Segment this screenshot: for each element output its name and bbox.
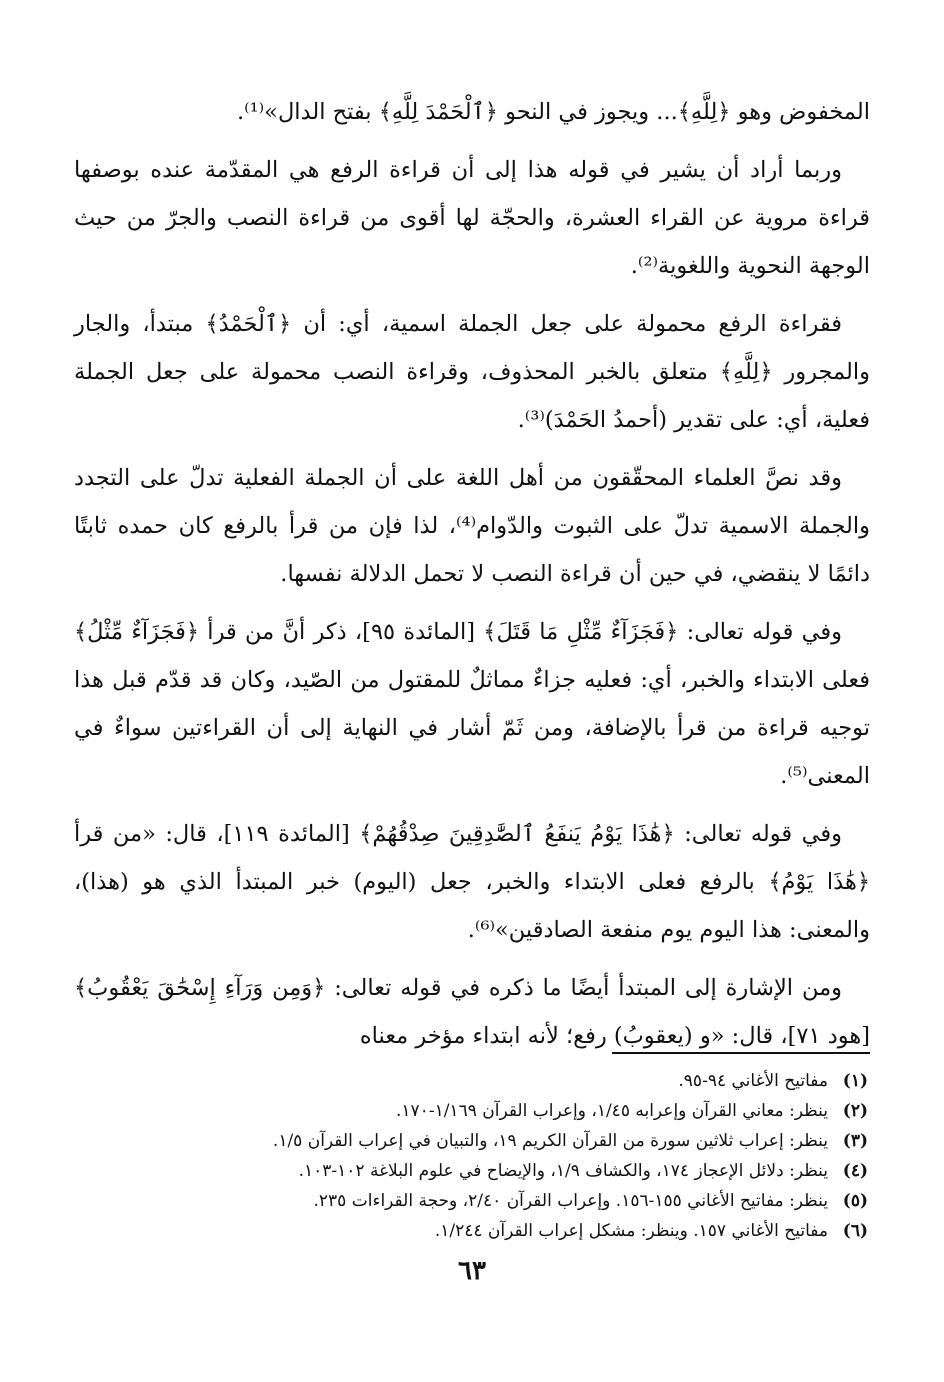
footnote-text: ينظر: مفاتيح الأغاني ١٥٥-١٥٦. وإعراب القرآن ٢/٤٠، وحجة القراءات ٢٣٥. xyxy=(313,1191,828,1211)
main-text xyxy=(74,88,870,1070)
footnote-item xyxy=(74,1186,868,1216)
paragraph-nominal-sentence: فقراءة الرفع محمولة على جعل الجملة اسمية، أي: أن ﴿ٱلْحَمْدُ﴾ مبتدأ، والجار والمجرور ﴿لِلَّهِ﴾ متعلق بالخبر المحذوف، وقراءة النصب محمولة على جعل الجملة فعلية، أي: على تقدير (أحمدُ الحَمْدَ)⁽³⁾. xyxy=(74,311,870,433)
paragraph-almaida-95: وفي قوله تعالى: ﴿فَجَزَآءٌ مِّثْلِ مَا قَتَلَ﴾ [المائدة ٩٥]، ذكر أنَّ من قرأ ﴿فَجَزَآءٌ مِّثْلُ﴾ فعلى الابتداء والخبر، أي: فعليه جزاءٌ مماثلٌ للمقتول من الصّيد، وكان قد قدّم قبل هذا توجيه قراءة من قرأ بالإضافة، ومن ثَمّ أشار في النهاية إلى أن القراءتين سواءٌ في المعنى⁽⁵⁾. xyxy=(74,619,870,789)
footnote-item xyxy=(74,1216,868,1246)
footnote-number: (٢) xyxy=(842,1101,868,1121)
paragraph-raf-reading-preference: وربما أراد أن يشير في قوله هذا إلى أن قراءة الرفع هي المقدّمة عنده بوصفها قراءة مروية عن القراء العشرة، والحجّة لها أقوى من قراءة النصب والجرّ من حيث الوجهة النحوية واللغوية⁽²⁾. xyxy=(74,157,870,279)
footnote-item xyxy=(74,1096,868,1126)
footnote-text: مفاتيح الأغاني ١٥٧. وينظر: مشكل إعراب القرآن ١/٢٤٤. xyxy=(434,1221,828,1241)
page-number: ٦٣ xyxy=(458,1256,486,1286)
footnote-number: (٦) xyxy=(842,1221,868,1241)
footnotes xyxy=(74,1066,868,1246)
footnote-separator xyxy=(612,1052,870,1054)
paragraph-almaida-119: وفي قوله تعالى: ﴿هَٰذَا يَوْمُ يَنفَعُ ٱلصَّٰدِقِينَ صِدْقُهُمْ﴾ [المائدة ١١٩]، قال: «من قرأ ﴿هَٰذَا يَوْمُ﴾ بالرفع فعلى الابتداء والخبر، جعل (اليوم) خبر المبتدأ الذي هو (هذا)، والمعنى: هذا اليوم يوم منفعة الصادقين»⁽⁶⁾. xyxy=(74,821,870,943)
footnote-text: ينظر: معاني القرآن وإعرابه ١/٤٥، وإعراب القرآن ١/١٦٩-١٧٠. xyxy=(396,1101,828,1121)
footnote-number: (٥) xyxy=(842,1191,868,1211)
footnote-item xyxy=(74,1156,868,1186)
footnote-number: (٤) xyxy=(842,1161,868,1181)
footnote-text: ينظر: دلائل الإعجاز ١٧٤، والكشاف ١/٩، والإيضاح في علوم البلاغة ١٠٢-١٠٣. xyxy=(298,1161,828,1181)
footnote-text: ينظر: إعراب ثلاثين سورة من القرآن الكريم ١٩، والتبيان في إعراب القرآن ١/٥. xyxy=(272,1131,828,1151)
paragraph-hud-71: ومن الإشارة إلى المبتدأ أيضًا ما ذكره في قوله تعالى: ﴿وَمِن وَرَآءِ إِسْحَٰقَ يَعْقُوبُ﴾ [هود ٧١]، قال: «و (يعقوبُ) رفع؛ لأنه ابتداء مؤخر معناه xyxy=(74,975,870,1049)
footnote-item xyxy=(74,1126,868,1156)
footnote-item xyxy=(74,1066,868,1096)
footnote-number: (٣) xyxy=(842,1131,868,1151)
footnote-text: مفاتيح الأغاني ٩٤-٩٥. xyxy=(678,1071,828,1091)
paragraph-continuation: المخفوض وهو ﴿لِلَّهِ﴾... ويجوز في النحو ﴿ٱلْحَمْدَ لِلَّهِ﴾ بفتح الدال»⁽¹⁾. xyxy=(236,99,870,125)
paragraph-verbal-vs-nominal: وقد نصَّ العلماء المحقّقون من أهل اللغة على أن الجملة الفعلية تدلّ على التجدد والجملة الاسمية تدلّ على الثبوت والدّوام⁽⁴⁾، لذا فإن من قرأ بالرفع كان حمده ثابتًا دائمًا لا ينقضي، في حين أن قراءة النصب لا تحمل الدلالة نفسها. xyxy=(74,465,870,587)
footnote-number: (١) xyxy=(842,1071,868,1091)
